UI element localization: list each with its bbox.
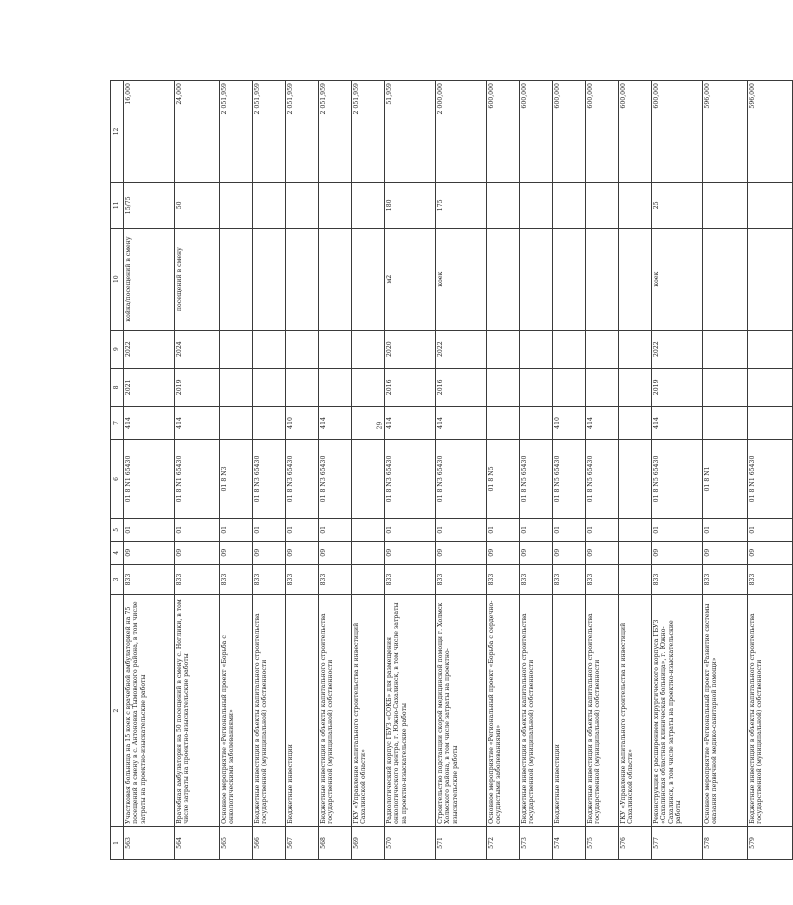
capacity-unit-cell	[586, 228, 619, 330]
row-number-cell: 579	[748, 826, 793, 859]
end-year-cell: 2022	[652, 330, 703, 368]
table-row	[703, 81, 748, 860]
capacity-unit-cell	[352, 228, 385, 330]
expense-type-cell: 414	[175, 406, 220, 439]
page-number: 29	[376, 421, 384, 430]
start-year-cell	[352, 368, 385, 406]
amount-cell: 2 051,959	[220, 81, 253, 183]
row-number-cell: 575	[586, 826, 619, 859]
capacity-unit-cell	[520, 228, 553, 330]
row-name-cell: Бюджетные инвестиции	[553, 595, 586, 827]
target-article-cell: 01 8 N5 65430	[652, 439, 703, 518]
capacity-value-cell	[703, 182, 748, 228]
row-name-cell: Основное мероприятие «Региональный проект «Борьба с онкологическими заболеваниями»	[220, 595, 253, 827]
table-row	[220, 81, 253, 860]
end-year-cell	[286, 330, 319, 368]
section-code-cell: 09	[703, 541, 748, 564]
row-name-cell: Бюджетные инвестиции	[286, 595, 319, 827]
subsection-code-cell: 01	[319, 518, 352, 541]
amount-cell: 600,000	[487, 81, 520, 183]
target-article-cell: 01 8 N1 65430	[175, 439, 220, 518]
section-code-cell	[352, 541, 385, 564]
expense-type-cell: 414	[586, 406, 619, 439]
end-year-cell	[703, 330, 748, 368]
subsection-code-cell: 01	[652, 518, 703, 541]
capacity-value-cell: 25	[652, 182, 703, 228]
grbs-code-cell: 833	[436, 564, 487, 595]
capacity-unit-cell	[703, 228, 748, 330]
row-name-cell: Реконструкция с расширением хирургического корпуса ГБУЗ «Сахалинская областная клиническая больница», г. Южно-Сахалинск, в том числе затраты на проектно-изыскательские работы	[652, 595, 703, 827]
table-row	[253, 81, 286, 860]
row-number-cell: 572	[487, 826, 520, 859]
target-article-cell	[619, 439, 652, 518]
budget-table	[110, 80, 793, 860]
capacity-value-cell	[220, 182, 253, 228]
header-cell: 6	[111, 439, 124, 518]
subsection-code-cell: 01	[553, 518, 586, 541]
capacity-unit-cell	[253, 228, 286, 330]
section-code-cell: 09	[487, 541, 520, 564]
row-name-cell: Участковая больница на 15 коек с врачебной амбулаторией на 75 посещений в смену в с. Антоновка Тымовского района, в том числе затраты на проектно-изыскательские работы	[124, 595, 175, 827]
grbs-code-cell: 833	[253, 564, 286, 595]
end-year-cell	[553, 330, 586, 368]
row-name-cell: Бюджетные инвестиции в объекты капитального строительства государственной (муниципальной) собственности	[748, 595, 793, 827]
header-cell: 7	[111, 406, 124, 439]
row-name-cell: Бюджетные инвестиции в объекты капитального строительства государственной (муниципальной) собственности	[319, 595, 352, 827]
capacity-value-cell	[586, 182, 619, 228]
amount-cell: 600,000	[586, 81, 619, 183]
row-number-cell: 570	[385, 826, 436, 859]
capacity-unit-cell	[748, 228, 793, 330]
section-code-cell: 09	[553, 541, 586, 564]
target-article-cell: 01 8 N3 65430	[253, 439, 286, 518]
capacity-value-cell	[253, 182, 286, 228]
capacity-value-cell	[748, 182, 793, 228]
start-year-cell: 2021	[124, 368, 175, 406]
table-header-row	[111, 81, 124, 860]
subsection-code-cell: 01	[175, 518, 220, 541]
amount-cell: 596,000	[703, 81, 748, 183]
row-number-cell: 566	[253, 826, 286, 859]
row-number-cell: 568	[319, 826, 352, 859]
capacity-unit-cell: койка/посещений в смену	[124, 228, 175, 330]
row-name-cell: Бюджетные инвестиции в объекты капитального строительства государственной (муниципальной) собственности	[586, 595, 619, 827]
expense-type-cell: 414	[124, 406, 175, 439]
start-year-cell	[487, 368, 520, 406]
grbs-code-cell: 833	[286, 564, 319, 595]
row-number-cell: 576	[619, 826, 652, 859]
subsection-code-cell: 01	[748, 518, 793, 541]
amount-cell: 596,000	[748, 81, 793, 183]
section-code-cell: 09	[748, 541, 793, 564]
grbs-code-cell: 833	[652, 564, 703, 595]
grbs-code-cell: 833	[487, 564, 520, 595]
row-name-cell: Бюджетные инвестиции в объекты капитального строительства государственной (муниципальной) собственности	[520, 595, 553, 827]
row-number-cell: 578	[703, 826, 748, 859]
grbs-code-cell: 833	[520, 564, 553, 595]
row-number-cell: 567	[286, 826, 319, 859]
expense-type-cell: 414	[385, 406, 436, 439]
header-cell: 4	[111, 541, 124, 564]
table-row	[553, 81, 586, 860]
capacity-value-cell: 180	[385, 182, 436, 228]
capacity-value-cell	[487, 182, 520, 228]
start-year-cell: 2019	[652, 368, 703, 406]
grbs-code-cell: 833	[385, 564, 436, 595]
capacity-value-cell	[553, 182, 586, 228]
capacity-unit-cell	[487, 228, 520, 330]
section-code-cell: 09	[385, 541, 436, 564]
amount-cell: 600,000	[619, 81, 652, 183]
subsection-code-cell: 01	[124, 518, 175, 541]
start-year-cell	[703, 368, 748, 406]
start-year-cell: 2016	[385, 368, 436, 406]
subsection-code-cell: 01	[286, 518, 319, 541]
section-code-cell: 09	[286, 541, 319, 564]
expense-type-cell	[703, 406, 748, 439]
header-cell: 12	[111, 81, 124, 183]
expense-type-cell	[253, 406, 286, 439]
end-year-cell	[619, 330, 652, 368]
row-number-cell: 563	[124, 826, 175, 859]
end-year-cell: 2022	[436, 330, 487, 368]
subsection-code-cell: 01	[703, 518, 748, 541]
subsection-code-cell: 01	[436, 518, 487, 541]
start-year-cell	[253, 368, 286, 406]
start-year-cell: 2016	[436, 368, 487, 406]
amount-cell: 2 051,959	[286, 81, 319, 183]
target-article-cell: 01 8 N1	[703, 439, 748, 518]
grbs-code-cell: 833	[124, 564, 175, 595]
start-year-cell	[520, 368, 553, 406]
row-number-cell: 571	[436, 826, 487, 859]
section-code-cell: 09	[124, 541, 175, 564]
header-cell: 5	[111, 518, 124, 541]
expense-type-cell	[220, 406, 253, 439]
grbs-code-cell: 833	[319, 564, 352, 595]
capacity-unit-cell	[220, 228, 253, 330]
grbs-code-cell: 833	[703, 564, 748, 595]
start-year-cell	[619, 368, 652, 406]
row-number-cell: 577	[652, 826, 703, 859]
section-code-cell	[619, 541, 652, 564]
capacity-unit-cell	[286, 228, 319, 330]
row-name-cell: Врачебная амбулатория на 50 посещений в смену с. Ноглики, в том числе затраты на проектно-изыскательские работы	[175, 595, 220, 827]
row-number-cell: 574	[553, 826, 586, 859]
row-name-cell: Основное мероприятие «Региональный проект «Борьба с сердечно-сосудистыми заболеваниями»	[487, 595, 520, 827]
row-name-cell: Радиологический корпус ГБУЗ «СОКБ» для размещения онкологического центра, г. Южно-Сахалинск, в том числе затраты на проектно-изыскательские работы	[385, 595, 436, 827]
grbs-code-cell: 833	[175, 564, 220, 595]
end-year-cell	[487, 330, 520, 368]
table-row	[385, 81, 436, 860]
capacity-value-cell: 175	[436, 182, 487, 228]
section-code-cell: 09	[253, 541, 286, 564]
end-year-cell	[586, 330, 619, 368]
target-article-cell: 01 8 N3 65430	[286, 439, 319, 518]
row-name-cell: Основное мероприятие «Региональный проект «Развитие системы оказания первичной медико-санитарной помощи»	[703, 595, 748, 827]
capacity-unit-cell: коек	[436, 228, 487, 330]
capacity-value-cell	[352, 182, 385, 228]
row-name-cell: ГКУ «Управление капитального строительства и инвестиций Сахалинской области»	[352, 595, 385, 827]
target-article-cell: 01 8 N3	[220, 439, 253, 518]
grbs-code-cell	[352, 564, 385, 595]
table-row	[520, 81, 553, 860]
expense-type-cell: 410	[553, 406, 586, 439]
subsection-code-cell: 01	[586, 518, 619, 541]
start-year-cell	[319, 368, 352, 406]
table-row	[175, 81, 220, 860]
header-cell: 10	[111, 228, 124, 330]
amount-cell: 24,000	[175, 81, 220, 183]
table-row	[352, 81, 385, 860]
expense-type-cell	[352, 406, 385, 439]
expense-type-cell: 414	[436, 406, 487, 439]
start-year-cell	[286, 368, 319, 406]
grbs-code-cell: 833	[553, 564, 586, 595]
capacity-value-cell	[286, 182, 319, 228]
section-code-cell: 09	[319, 541, 352, 564]
end-year-cell	[220, 330, 253, 368]
amount-cell: 2 051,959	[352, 81, 385, 183]
section-code-cell: 09	[175, 541, 220, 564]
subsection-code-cell: 01	[520, 518, 553, 541]
expense-type-cell: 414	[652, 406, 703, 439]
capacity-value-cell	[319, 182, 352, 228]
header-cell: 11	[111, 182, 124, 228]
capacity-value-cell: 50	[175, 182, 220, 228]
grbs-code-cell: 833	[586, 564, 619, 595]
row-name-cell: ГКУ «Управление капитального строительства и инвестиций Сахалинской области»	[619, 595, 652, 827]
end-year-cell: 2024	[175, 330, 220, 368]
grbs-code-cell	[619, 564, 652, 595]
subsection-code-cell: 01	[385, 518, 436, 541]
row-number-cell: 569	[352, 826, 385, 859]
amount-cell: 2 000,000	[436, 81, 487, 183]
end-year-cell	[520, 330, 553, 368]
target-article-cell: 01 8 N5	[487, 439, 520, 518]
table-row	[487, 81, 520, 860]
header-cell: 3	[111, 564, 124, 595]
capacity-unit-cell	[319, 228, 352, 330]
end-year-cell: 2020	[385, 330, 436, 368]
subsection-code-cell	[352, 518, 385, 541]
target-article-cell: 01 8 N5 65430	[586, 439, 619, 518]
table-row	[124, 81, 175, 860]
section-code-cell: 09	[586, 541, 619, 564]
target-article-cell: 01 8 N1 65430	[748, 439, 793, 518]
target-article-cell: 01 8 N5 65430	[553, 439, 586, 518]
amount-cell: 600,000	[553, 81, 586, 183]
table-row	[748, 81, 793, 860]
end-year-cell	[253, 330, 286, 368]
target-article-cell: 01 8 N3 65430	[385, 439, 436, 518]
target-article-cell: 01 8 N3 65430	[319, 439, 352, 518]
start-year-cell: 2019	[175, 368, 220, 406]
subsection-code-cell: 01	[220, 518, 253, 541]
section-code-cell: 09	[652, 541, 703, 564]
capacity-value-cell: 15/75	[124, 182, 175, 228]
row-number-cell: 565	[220, 826, 253, 859]
amount-cell: 600,000	[520, 81, 553, 183]
grbs-code-cell: 833	[748, 564, 793, 595]
rotated-table-wrapper	[110, 80, 764, 860]
amount-cell: 16,000	[124, 81, 175, 183]
header-cell: 9	[111, 330, 124, 368]
amount-cell: 2 051,959	[253, 81, 286, 183]
section-code-cell: 09	[520, 541, 553, 564]
end-year-cell	[319, 330, 352, 368]
target-article-cell	[352, 439, 385, 518]
capacity-unit-cell: коек	[652, 228, 703, 330]
grbs-code-cell: 833	[220, 564, 253, 595]
start-year-cell	[586, 368, 619, 406]
target-article-cell: 01 8 N5 65430	[520, 439, 553, 518]
target-article-cell: 01 8 N1 65430	[124, 439, 175, 518]
table-row	[586, 81, 619, 860]
expense-type-cell	[520, 406, 553, 439]
capacity-unit-cell	[553, 228, 586, 330]
capacity-unit-cell: м2	[385, 228, 436, 330]
subsection-code-cell: 01	[253, 518, 286, 541]
header-cell: 1	[111, 826, 124, 859]
end-year-cell	[748, 330, 793, 368]
start-year-cell	[220, 368, 253, 406]
end-year-cell	[352, 330, 385, 368]
start-year-cell	[553, 368, 586, 406]
row-number-cell: 573	[520, 826, 553, 859]
table-row	[286, 81, 319, 860]
capacity-unit-cell	[619, 228, 652, 330]
subsection-code-cell: 01	[487, 518, 520, 541]
capacity-value-cell	[520, 182, 553, 228]
amount-cell: 2 051,959	[319, 81, 352, 183]
table-row	[436, 81, 487, 860]
start-year-cell	[748, 368, 793, 406]
expense-type-cell	[487, 406, 520, 439]
amount-cell: 600,000	[652, 81, 703, 183]
expense-type-cell: 410	[286, 406, 319, 439]
expense-type-cell	[748, 406, 793, 439]
capacity-unit-cell: посещений в смену	[175, 228, 220, 330]
subsection-code-cell	[619, 518, 652, 541]
expense-type-cell	[619, 406, 652, 439]
section-code-cell: 09	[436, 541, 487, 564]
header-cell: 2	[111, 595, 124, 827]
row-name-cell: Строительство подстанции скорой медицинской помощи г. Холмск Холмского района, в том числе затраты на проектно-изыскательские работы	[436, 595, 487, 827]
capacity-value-cell	[619, 182, 652, 228]
expense-type-cell: 414	[319, 406, 352, 439]
row-number-cell: 564	[175, 826, 220, 859]
end-year-cell: 2022	[124, 330, 175, 368]
target-article-cell: 01 8 N3 65430	[436, 439, 487, 518]
table-row	[619, 81, 652, 860]
section-code-cell: 09	[220, 541, 253, 564]
header-cell: 8	[111, 368, 124, 406]
amount-cell: 51,959	[385, 81, 436, 183]
table-row	[319, 81, 352, 860]
row-name-cell: Бюджетные инвестиции в объекты капитального строительства государственной (муниципальной) собственности	[253, 595, 286, 827]
table-row	[652, 81, 703, 860]
